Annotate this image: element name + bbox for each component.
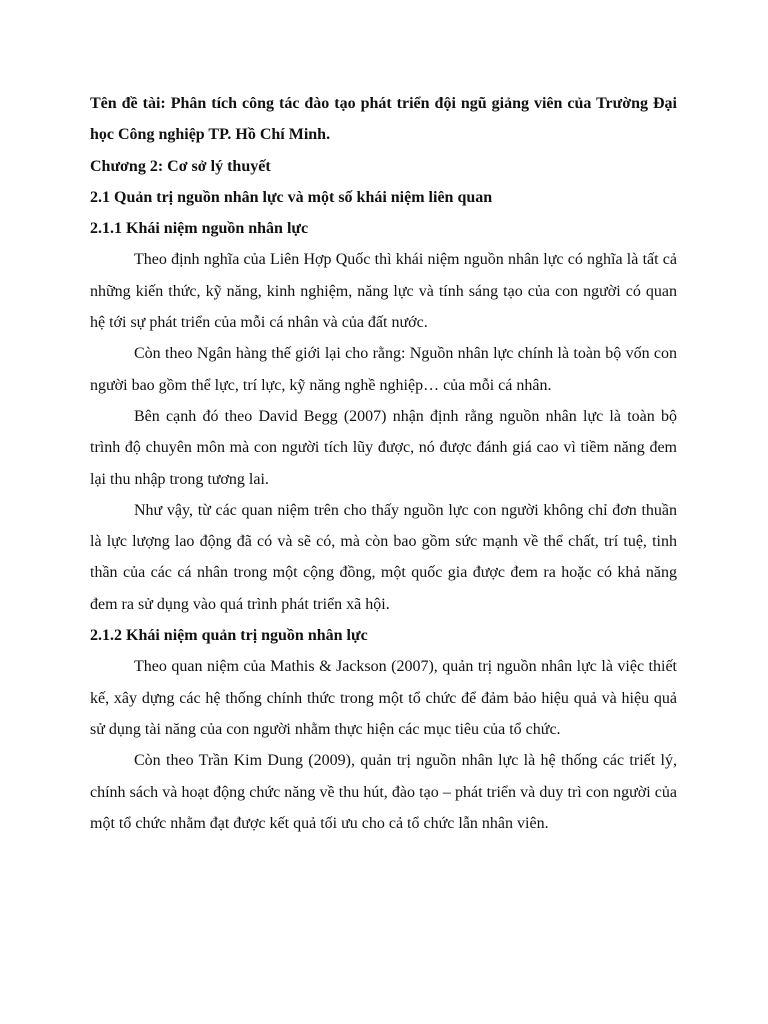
section-heading-2-1: 2.1 Quản trị nguồn nhân lực và một số khái niệm liên quan: [90, 188, 493, 206]
chapter-heading: Chương 2: Cơ sở lý thuyết: [90, 157, 271, 175]
paragraph: Còn theo Trần Kim Dung (2009), quản trị nguồn nhân lực là hệ thống các triết lý, chính sách và hoạt động chức năng về thu hút, đào tạo – phát triển và duy trì con người của một tổ chức nhằm đạt được kết quả tối ưu cho cả tổ chức lẫn nhân viên.: [90, 752, 677, 832]
section-heading-2-1-1: 2.1.1 Khái niệm nguồn nhân lực: [90, 220, 309, 238]
paragraph: Theo định nghĩa của Liên Hợp Quốc thì khái niệm nguồn nhân lực có nghĩa là tất cả những kiến thức, kỹ năng, kinh nghiệm, năng lực và tính sáng tạo của con người có quan hệ tới sự phát triển của mỗi cá nhân và của đất nước.: [90, 251, 677, 332]
paragraph: Theo quan niệm của Mathis & Jackson (2007), quản trị nguồn nhân lực là việc thiết kế, xây dựng các hệ thống chính thức trong một tổ chức để đảm bảo hiệu quả và hiệu quả sử dụng tài năng của con người nhằm thực hiện các mục tiêu của tổ chức.: [90, 658, 677, 738]
paragraph: Bên cạnh đó theo David Begg (2007) nhận định rằng nguồn nhân lực là toàn bộ trình độ chuyên môn mà con người tích lũy được, nó được đánh giá cao vì tiềm năng đem lại thu nhập trong tương lai.: [90, 407, 677, 488]
paragraph: Như vậy, từ các quan niệm trên cho thấy nguồn lực con người không chỉ đơn thuần là lực lượng lao động đã có và sẽ có, mà còn bao gồm sức mạnh về thể chất, trí tuệ, tinh thần của các cá nhân trong một cộng đồng, một quốc gia được đem ra hoặc có khả năng đem ra sử dụng vào quá trình phát triển xã hội.: [90, 501, 677, 613]
document-page: [90, 88, 677, 839]
paragraph: Còn theo Ngân hàng thế giới lại cho rằng: Nguồn nhân lực chính là toàn bộ vốn con người bao gồm thể lực, trí lực, kỹ năng nghề nghiệp… của mỗi cá nhân.: [90, 345, 677, 394]
section-heading-2-1-2: 2.1.2 Khái niệm quản trị nguồn nhân lực: [90, 627, 368, 645]
document-title: Tên đề tài: Phân tích công tác đào tạo phát triển đội ngũ giảng viên của Trường Đại học Công nghiệp TP. Hồ Chí Minh.: [90, 95, 677, 144]
